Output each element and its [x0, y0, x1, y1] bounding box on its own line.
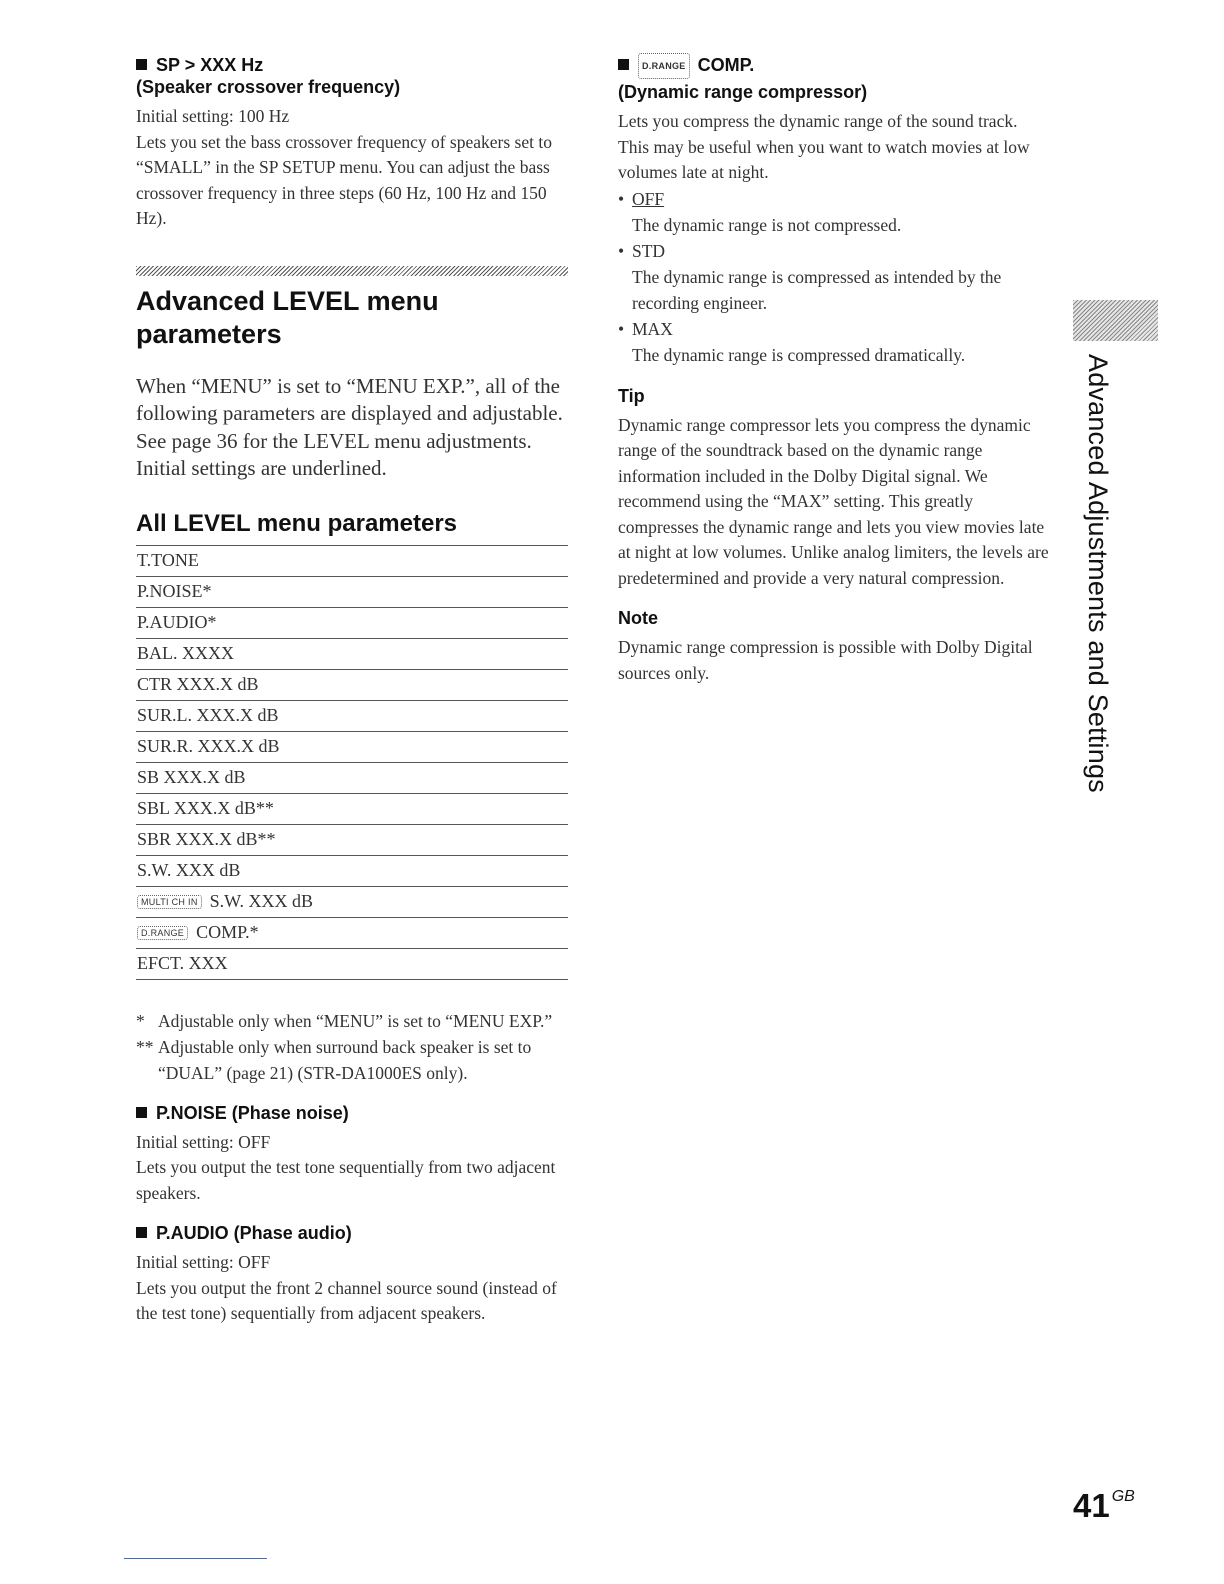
sp-initial-setting: Initial setting: 100 Hz [136, 106, 290, 126]
tip-title: Tip [618, 385, 645, 406]
d-range-badge: D.RANGE [638, 53, 690, 79]
advanced-underline-note: Initial settings are underlined. [136, 456, 387, 480]
paudio-heading [136, 1222, 568, 1244]
right-column [618, 54, 1050, 686]
chapter-side-label: Advanced Adjustments and Settings [1083, 354, 1113, 793]
comp-title: COMP. [697, 55, 755, 75]
advanced-title: Advanced LEVEL menu parameters [136, 285, 439, 349]
param-cell: P.NOISE* [136, 576, 568, 607]
table-row [136, 731, 568, 762]
advanced-intro: When “MENU” is set to “MENU EXP.”, all of the following parameters are displayed and adjustable. [136, 373, 563, 425]
table-row [136, 917, 568, 948]
table-row [136, 855, 568, 886]
option-description: The dynamic range is compressed dramatically. [632, 345, 966, 365]
table-row [136, 824, 568, 855]
comp-subtitle: (Dynamic range compressor) [618, 82, 868, 102]
table-row [136, 545, 568, 576]
param-cell: SBR XXX.X dB** [136, 824, 568, 855]
d-range-badge: D.RANGE [137, 926, 188, 940]
multi-ch-in-badge: MULTI CH IN [137, 895, 202, 909]
bullet-dot: • [618, 319, 625, 339]
table-row [136, 793, 568, 824]
left-column [136, 54, 568, 1327]
note-title: Note [618, 608, 658, 628]
paudio-title: P.AUDIO (Phase audio) [156, 1223, 352, 1243]
bullet-square-icon [618, 59, 629, 70]
pnoise-initial-setting: Initial setting: OFF [136, 1131, 271, 1152]
option-max [618, 316, 1050, 343]
pnoise-heading [136, 1102, 568, 1124]
footnote-mark: * [136, 1010, 145, 1031]
paudio-initial-setting: Initial setting: OFF [136, 1252, 271, 1272]
bullet-dot: • [618, 241, 625, 261]
param-cell: SUR.L. XXX.X dB [136, 700, 568, 731]
bullet-square-icon [136, 1107, 147, 1118]
sp-title: SP > XXX Hz [156, 55, 264, 75]
sp-subtitle: (Speaker crossover frequency) [136, 77, 401, 97]
comp-heading [618, 54, 1050, 81]
param-cell: P.AUDIO* [136, 607, 568, 638]
param-cell: T.TONE [136, 545, 568, 576]
table-row [136, 948, 568, 979]
param-cell: EFCT. XXX [136, 948, 568, 979]
bullet-dot: • [618, 188, 625, 209]
table-row [136, 700, 568, 731]
param-cell: CTR XXX.X dB [136, 669, 568, 700]
table-row [136, 886, 568, 917]
table-row [136, 576, 568, 607]
param-cell: S.W. XXX dB [136, 855, 568, 886]
footnote-text: Adjustable only when “MENU” is set to “MENU EXP.” [158, 1010, 553, 1031]
chapter-tab-marker [1073, 300, 1158, 341]
param-cell [136, 917, 568, 948]
note-text: Dynamic range compression is possible with Dolby Digital sources only. [618, 637, 1033, 683]
param-cell: BAL. XXXX [136, 638, 568, 669]
param-text: COMP.* [196, 922, 259, 942]
footnote-mark: ** [136, 1036, 154, 1057]
param-cell: SBL XXX.X dB** [136, 793, 568, 824]
footnote-text: Adjustable only when surround back speaker is set to “DUAL” (page 21) (STR-DA1000ES only). [158, 1036, 532, 1083]
footnote-1 [136, 1008, 568, 1034]
option-description: The dynamic range is compressed as intended by the recording engineer. [632, 267, 1002, 313]
section-divider [136, 266, 568, 276]
paudio-description: Lets you output the front 2 channel source sound (instead of the test tone) sequentially from adjacent speakers. [136, 1277, 557, 1323]
table-row [136, 669, 568, 700]
sp-heading [136, 54, 568, 76]
bullet-square-icon [136, 1227, 147, 1238]
param-text: S.W. XXX dB [209, 891, 313, 911]
option-description: The dynamic range is not compressed. [632, 214, 902, 235]
page-number-value: 41 [1073, 1487, 1110, 1524]
comp-description: Lets you compress the dynamic range of the sound track. This may be useful when you want to watch movies at low volumes late at night. [618, 111, 1030, 182]
param-cell [136, 886, 568, 917]
page-number-suffix: GB [1111, 1488, 1135, 1505]
pnoise-description: Lets you output the test tone sequentially from two adjacent speakers. [136, 1157, 556, 1203]
table-row [136, 762, 568, 793]
footnotes [136, 1008, 568, 1086]
option-off [618, 186, 1050, 213]
option-std [618, 238, 1050, 265]
param-cell: SB XXX.X dB [136, 762, 568, 793]
option-label: OFF [632, 188, 665, 209]
bottom-rule [124, 1558, 267, 1559]
option-label: MAX [632, 319, 673, 339]
advanced-page-ref: See page 36 for the LEVEL menu adjustments. [136, 428, 532, 453]
table-row [136, 638, 568, 669]
option-label: STD [632, 241, 666, 261]
footnote-2 [136, 1034, 568, 1086]
page-number [1073, 1487, 1135, 1525]
pnoise-title: P.NOISE (Phase noise) [156, 1102, 349, 1123]
all-params-title: All LEVEL menu parameters [136, 509, 457, 537]
table-row [136, 607, 568, 638]
params-table [136, 545, 568, 980]
param-cell: SUR.R. XXX.X dB [136, 731, 568, 762]
tip-text: Dynamic range compressor lets you compress the dynamic range of the soundtrack based on the dynamic range information included in the Dolby Digital signal. We recommend using the “MAX” setting. This greatly compresses the dynamic range and lets you view movies late at night at low volumes. Unlike analog limiters, the levels are predetermined and provide a very natural compression. [618, 414, 1049, 588]
sp-description: Lets you set the bass crossover frequency of speakers set to “SMALL” in the SP SETUP menu. You can adjust the bass crossover frequency in three steps (60 Hz, 100 Hz and 150 Hz). [136, 131, 552, 228]
bullet-square-icon [136, 59, 147, 70]
